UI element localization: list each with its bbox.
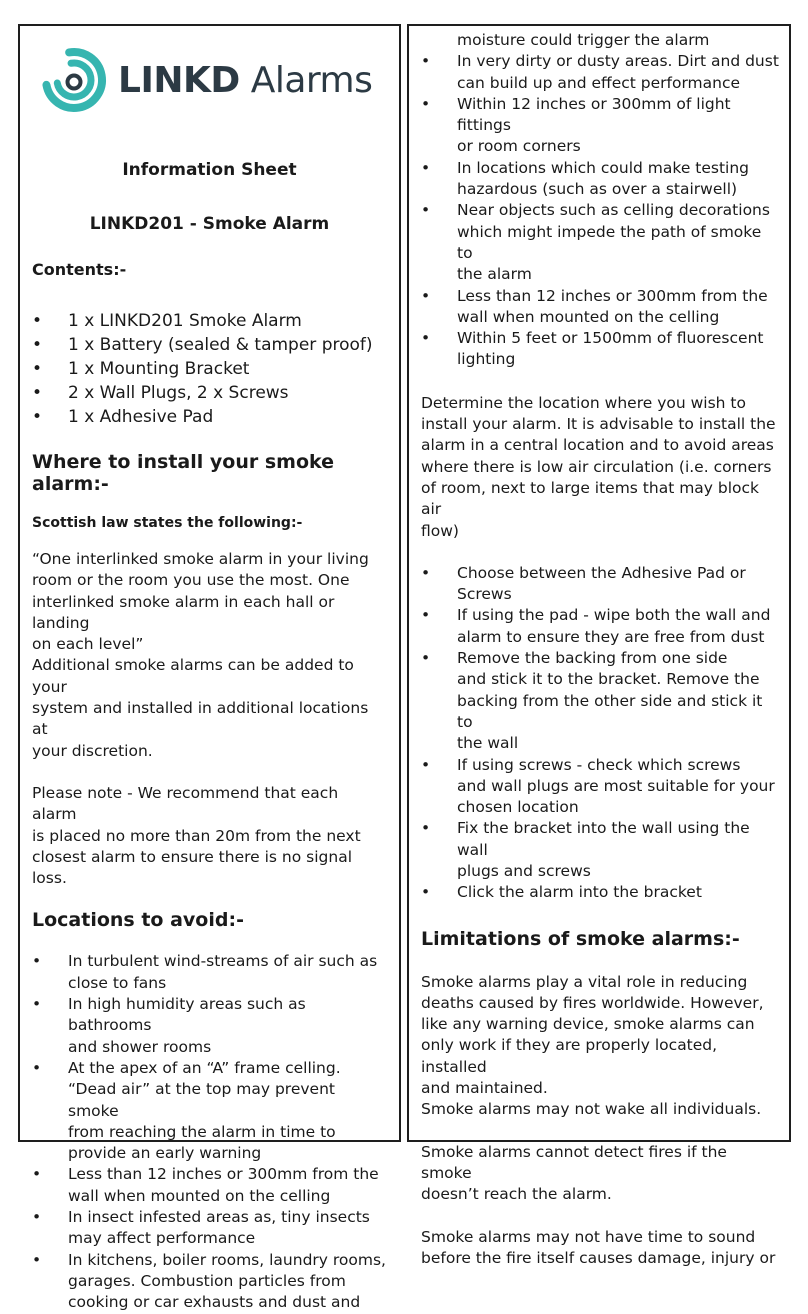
text-line: flow) xyxy=(421,521,459,540)
text-line: interlinked smoke alarm in each hall or landing xyxy=(32,592,335,632)
text-line: system and installed in additional locations at xyxy=(32,699,369,739)
signal-note xyxy=(32,783,387,889)
list-item: • 2 x Wall Plugs, 2 x Screws xyxy=(32,381,387,405)
avoid-heading: Locations to avoid:- xyxy=(32,909,244,932)
list-item: • Less than 12 inches or 300mm from the wall when mounted on the celling xyxy=(421,286,779,329)
text-line: room or the room you use the most. One xyxy=(32,571,350,590)
list-item: • 1 x Adhesive Pad xyxy=(32,405,387,429)
text-line: your discretion. xyxy=(32,741,153,760)
list-item: • 1 x LINKD201 Smoke Alarm xyxy=(32,309,387,333)
list-item: • 1 x Battery (sealed & tamper proof) xyxy=(32,333,387,357)
text-line: and maintained. xyxy=(421,1079,548,1098)
limitations-paragraph-1 xyxy=(421,972,779,1121)
product-title: LINKD201 - Smoke Alarm xyxy=(89,214,330,234)
text-line: where there is low air circulation (i.e. corners xyxy=(421,457,772,476)
avoid-list-left xyxy=(32,951,387,1313)
list-item: • In locations which could make testing hazardous (such as over a stairwell) xyxy=(421,158,779,201)
text-line: on each level” xyxy=(32,635,144,654)
signal-logo-icon xyxy=(38,44,110,116)
text-line: before the fire itself causes damage, injury or xyxy=(421,1248,776,1267)
text-line: Smoke alarms cannot detect fires if the smoke xyxy=(421,1142,727,1182)
text-line: Please note - We recommend that each alarm xyxy=(32,783,339,824)
contents-list xyxy=(32,309,387,429)
text-line: “One interlinked smoke alarm in your living xyxy=(32,550,369,568)
law-quote xyxy=(32,549,387,762)
list-item: • Click the alarm into the bracket xyxy=(421,882,779,903)
brand-logo xyxy=(38,40,387,120)
text-line: Smoke alarms play a vital role in reducing xyxy=(421,972,748,991)
list-item: • Near objects such as celling decorations which might impede the path of smoke to the alarm xyxy=(421,200,779,285)
install-steps-list xyxy=(421,563,779,904)
text-line: Smoke alarms may not wake all individuals. xyxy=(421,1100,762,1119)
text-line: install your alarm. It is advisable to install the xyxy=(421,415,776,434)
text-line: doesn’t reach the alarm. xyxy=(421,1185,612,1204)
avoid-list-right xyxy=(421,51,779,370)
limitations-heading: Limitations of smoke alarms:- xyxy=(421,927,740,950)
continued-line: moisture could trigger the alarm xyxy=(457,31,710,49)
list-item: • In high humidity areas such as bathrooms and shower rooms xyxy=(32,994,387,1058)
law-heading: Scottish law states the following:- xyxy=(32,515,303,531)
list-item: • Fix the bracket into the wall using the wall plugs and screws xyxy=(421,818,779,882)
install-heading: Where to install your smoke alarm:- xyxy=(32,451,335,495)
list-item: • If using the pad - wipe both the wall and alarm to ensure they are free from dust xyxy=(421,605,779,648)
sheet-title: Information Sheet xyxy=(122,160,297,180)
text-line: Additional smoke alarms can be added to your xyxy=(32,656,354,696)
text-line: deaths caused by fires worldwide. However, xyxy=(421,993,764,1012)
list-item: • Remove the backing from one side and stick it to the bracket. Remove the backing from the other side and stick it to the wall xyxy=(421,648,779,754)
list-item: • In turbulent wind-streams of air such as close to fans xyxy=(32,951,387,994)
text-line: alarm in a central location and to avoid areas xyxy=(421,436,774,455)
list-item: • Within 12 inches or 300mm of light fittings or room corners xyxy=(421,94,779,158)
list-item: • Choose between the Adhesive Pad or Screws xyxy=(421,563,779,606)
list-item: • In insect infested areas as, tiny insects may affect performance xyxy=(32,1207,387,1250)
list-item: • Less than 12 inches or 300mm from the wall when mounted on the celling xyxy=(32,1164,387,1207)
list-item: • In very dirty or dusty areas. Dirt and dust can build up and effect performance xyxy=(421,51,779,94)
text-line: Determine the location where you wish to xyxy=(421,393,746,412)
text-line: is placed no more than 20m from the next xyxy=(32,826,361,845)
list-item: • 1 x Mounting Bracket xyxy=(32,357,387,381)
list-item: • At the apex of an “A” frame celling. “Dead air” at the top may prevent smoke from reaching the alarm in time to provide an early warning xyxy=(32,1058,387,1164)
brand-name: LINKD Alarms xyxy=(118,59,373,101)
location-paragraph xyxy=(421,393,779,542)
contents-heading: Contents:- xyxy=(32,260,127,279)
list-item: • In kitchens, boiler rooms, laundry rooms, garages. Combustion particles from cooking or car exhausts and dust and xyxy=(32,1250,387,1314)
list-item: • If using screws - check which screws and wall plugs are most suitable for your chosen location xyxy=(421,755,779,819)
list-item: • Within 5 feet or 1500mm of fluorescent lighting xyxy=(421,328,779,371)
text-line: closest alarm to ensure there is no signal loss. xyxy=(32,847,352,888)
text-line: of room, next to large items that may block air xyxy=(421,478,760,519)
text-line: Smoke alarms may not have time to sound xyxy=(421,1227,756,1246)
right-column xyxy=(407,24,791,1267)
limitations-paragraph-2 xyxy=(421,1142,779,1206)
text-line: only work if they are properly located, installed xyxy=(421,1036,718,1076)
text-line: like any warning device, smoke alarms can xyxy=(421,1015,755,1034)
left-column xyxy=(18,24,401,1312)
limitations-paragraph-3 xyxy=(421,1227,779,1270)
